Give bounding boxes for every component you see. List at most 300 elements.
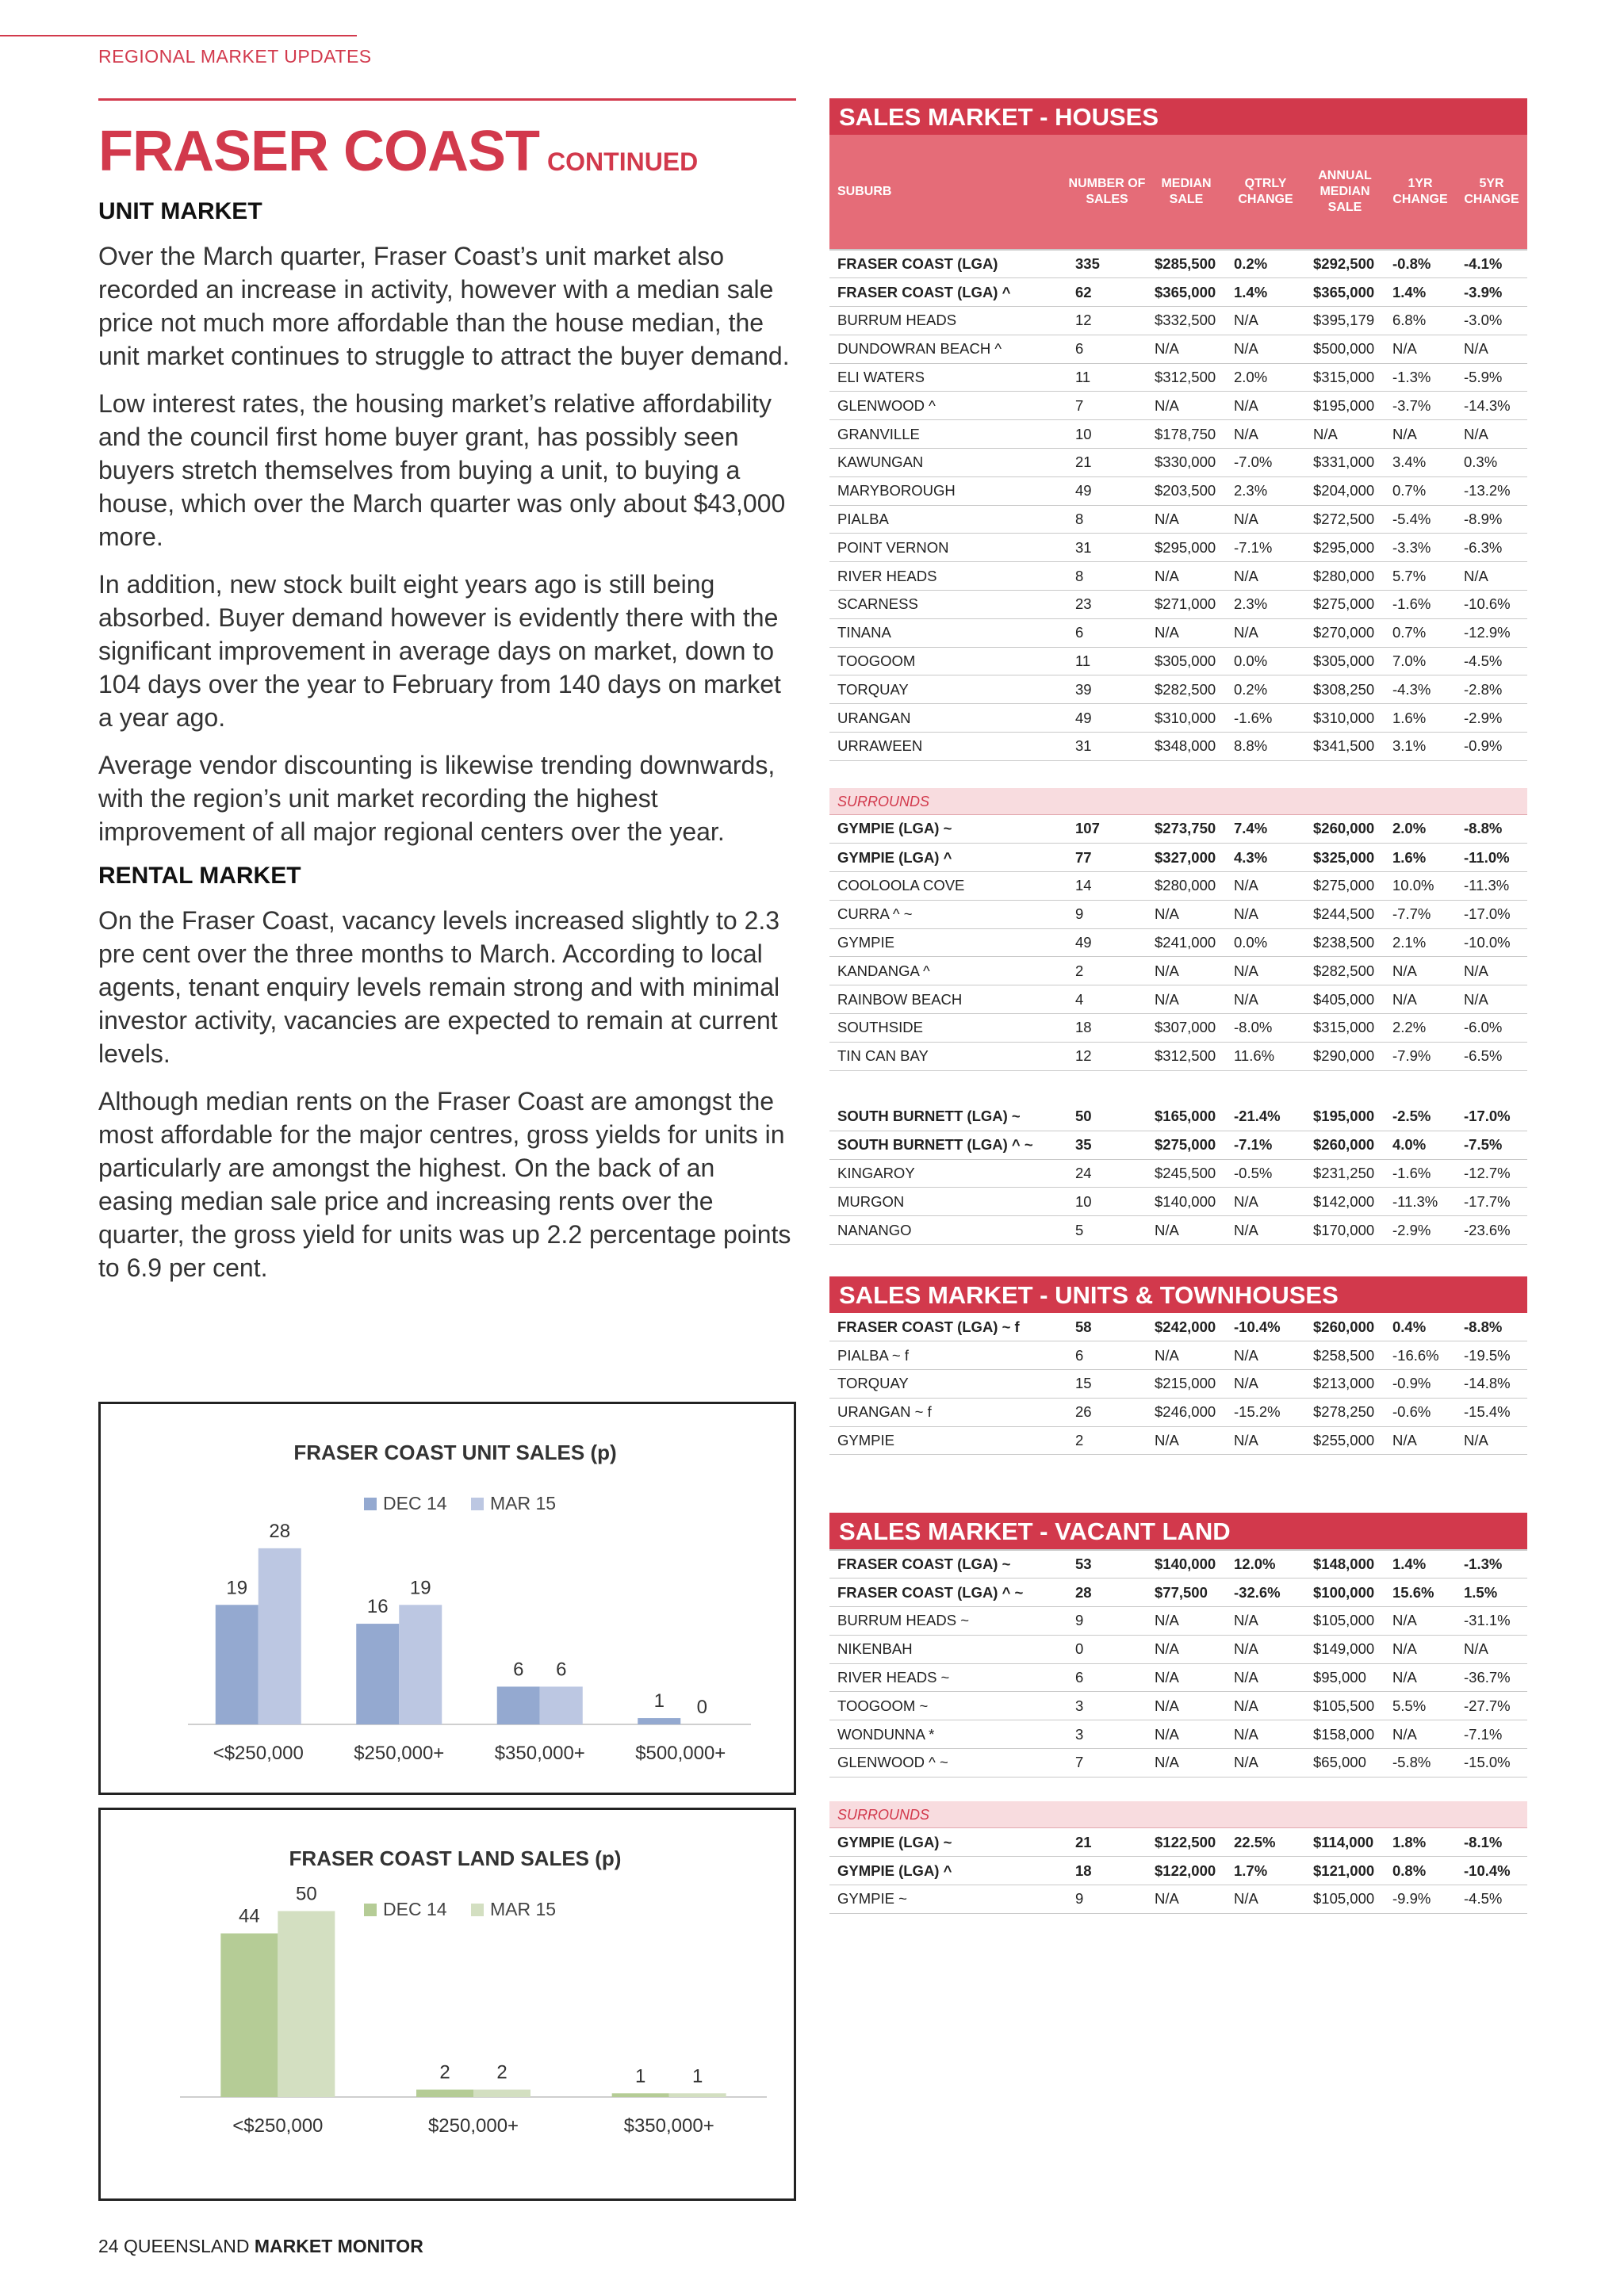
value-cell: -19.5% [1456, 1341, 1527, 1370]
data-label: 1 [634, 2065, 646, 2087]
legend-label: DEC 14 [383, 1493, 447, 1513]
table-row [829, 733, 1527, 761]
suburb-cell: GLENWOOD ^ [829, 392, 1067, 420]
article-paragraph: In addition, new stock built eight years ago is still being absorbed. Buyer demand however is evidently there with the significant improvement in average days on market, down to 104 days over the year to February from 140 days on market a year ago. [98, 570, 781, 732]
suburb-cell: SOUTH BURNETT (LGA) ^ ~ [829, 1131, 1067, 1159]
table-row [829, 1216, 1527, 1245]
value-cell: N/A [1226, 1370, 1305, 1399]
legend-swatch [364, 1498, 377, 1510]
suburb-cell: COOLOOLA COVE [829, 871, 1067, 900]
category-label: $350,000+ [623, 2115, 714, 2137]
bar-dec-14 [356, 1624, 399, 1724]
value-cell: -1.6% [1385, 591, 1456, 619]
suburb-cell: FRASER COAST (LGA) ^ [829, 278, 1067, 307]
bar-dec-14 [416, 2090, 473, 2097]
bar-mar-15 [399, 1605, 442, 1724]
table-row [829, 900, 1527, 928]
data-table [829, 249, 1527, 761]
value-cell: 11.6% [1226, 1042, 1305, 1070]
value-cell: 1.4% [1385, 278, 1456, 307]
value-cell: -3.3% [1385, 534, 1456, 562]
value-cell: 0.7% [1385, 476, 1456, 505]
data-label: 0 [696, 1697, 707, 1718]
suburb-cell: NANANGO [829, 1216, 1067, 1245]
value-cell: 0 [1067, 1635, 1147, 1663]
value-cell: N/A [1226, 420, 1305, 449]
value-cell: $105,500 [1305, 1692, 1385, 1720]
value-cell: 12 [1067, 307, 1147, 335]
legend-label: MAR 15 [490, 1493, 557, 1513]
table-row [829, 1159, 1527, 1188]
data-label: 16 [366, 1596, 389, 1618]
value-cell: 28 [1067, 1578, 1147, 1607]
category-label: <$250,000 [213, 1743, 304, 1764]
value-cell: $275,000 [1305, 591, 1385, 619]
value-cell: $140,000 [1147, 1550, 1226, 1578]
suburb-cell: DUNDOWRAN BEACH ^ [829, 335, 1067, 363]
table-row [829, 307, 1527, 335]
suburb-cell: TORQUAY [829, 1370, 1067, 1399]
suburb-cell: GYMPIE [829, 928, 1067, 957]
value-cell: $365,000 [1305, 278, 1385, 307]
suburb-cell: URANGAN [829, 704, 1067, 733]
value-cell: N/A [1226, 1341, 1305, 1370]
category-label: <$250,000 [232, 2115, 324, 2137]
suburb-cell: ELI WATERS [829, 363, 1067, 392]
value-cell: $231,250 [1305, 1159, 1385, 1188]
value-cell: $165,000 [1147, 1103, 1226, 1131]
value-cell: $282,500 [1147, 675, 1226, 704]
value-cell: $213,000 [1305, 1370, 1385, 1399]
value-cell: 2 [1067, 957, 1147, 985]
value-cell: N/A [1456, 957, 1527, 985]
value-cell: -15.4% [1456, 1398, 1527, 1426]
value-cell: 50 [1067, 1103, 1147, 1131]
value-cell: $260,000 [1305, 1313, 1385, 1341]
value-cell: $275,000 [1147, 1131, 1226, 1159]
value-cell: $332,500 [1147, 307, 1226, 335]
value-cell: $278,250 [1305, 1398, 1385, 1426]
houses-table [829, 98, 1527, 1245]
table-row [829, 1188, 1527, 1216]
value-cell: N/A [1226, 1749, 1305, 1777]
value-cell: -8.8% [1456, 815, 1527, 844]
table-row [829, 1749, 1527, 1777]
category-label: $500,000+ [635, 1743, 726, 1764]
value-cell: $122,000 [1147, 1857, 1226, 1885]
value-cell: N/A [1385, 1663, 1456, 1692]
value-cell: -2.8% [1456, 675, 1527, 704]
value-cell: N/A [1147, 1663, 1226, 1692]
table-row [829, 1857, 1527, 1885]
value-cell: -5.9% [1456, 363, 1527, 392]
table-row [829, 476, 1527, 505]
suburb-cell: POINT VERNON [829, 534, 1067, 562]
value-cell: 0.3% [1456, 449, 1527, 477]
value-cell: $295,000 [1305, 534, 1385, 562]
value-cell: 15.6% [1385, 1578, 1456, 1607]
value-cell: 0.0% [1226, 647, 1305, 675]
bar-dec-14 [638, 1718, 680, 1724]
value-cell: -0.8% [1385, 250, 1456, 278]
table-row [829, 1578, 1527, 1607]
table-row [829, 1550, 1527, 1578]
column-header: ANNUAL MEDIAN SALE [1318, 169, 1372, 214]
value-cell: $238,500 [1305, 928, 1385, 957]
value-cell: -11.0% [1456, 844, 1527, 872]
value-cell: $242,000 [1147, 1313, 1226, 1341]
value-cell: N/A [1456, 562, 1527, 591]
value-cell: $245,500 [1147, 1159, 1226, 1188]
value-cell: N/A [1147, 1216, 1226, 1245]
value-cell: N/A [1385, 1720, 1456, 1749]
value-cell: -1.3% [1385, 363, 1456, 392]
column-header: 5YR CHANGE [1464, 177, 1519, 206]
value-cell: -21.4% [1226, 1103, 1305, 1131]
value-cell: 9 [1067, 1885, 1147, 1913]
rental-market-heading: RENTAL MARKET [98, 863, 301, 889]
suburb-cell: GYMPIE ~ [829, 1885, 1067, 1913]
value-cell: -12.7% [1456, 1159, 1527, 1188]
value-cell: 2.0% [1385, 815, 1456, 844]
value-cell: N/A [1385, 1607, 1456, 1636]
value-cell: N/A [1226, 957, 1305, 985]
table-row [829, 1635, 1527, 1663]
article-body [98, 195, 796, 1299]
value-cell: 49 [1067, 928, 1147, 957]
value-cell: N/A [1147, 985, 1226, 1014]
value-cell: 2.3% [1226, 476, 1305, 505]
table-row [829, 871, 1527, 900]
land-table-title: SALES MARKET - VACANT LAND [829, 1513, 1527, 1549]
value-cell: -27.7% [1456, 1692, 1527, 1720]
data-table [829, 1313, 1527, 1455]
value-cell: N/A [1385, 1635, 1456, 1663]
table-row [829, 957, 1527, 985]
suburb-cell: RAINBOW BEACH [829, 985, 1067, 1014]
suburb-cell: TORQUAY [829, 675, 1067, 704]
table-spacer [829, 761, 1527, 788]
value-cell: N/A [1226, 335, 1305, 363]
suburb-cell: GYMPIE (LGA) ^ [829, 1857, 1067, 1885]
suburb-cell: NIKENBAH [829, 1635, 1067, 1663]
value-cell: 31 [1067, 733, 1147, 761]
value-cell: 6.8% [1385, 307, 1456, 335]
bar-mar-15 [473, 2090, 530, 2097]
land-table [829, 1513, 1527, 1914]
value-cell: $170,000 [1305, 1216, 1385, 1245]
table-row [829, 505, 1527, 534]
data-label: 28 [269, 1520, 291, 1542]
value-cell: N/A [1305, 420, 1385, 449]
value-cell: 7 [1067, 1749, 1147, 1777]
value-cell: -14.3% [1456, 392, 1527, 420]
value-cell: 4.0% [1385, 1131, 1456, 1159]
table-row [829, 1013, 1527, 1042]
value-cell: N/A [1147, 505, 1226, 534]
value-cell: N/A [1226, 1188, 1305, 1216]
value-cell: $241,000 [1147, 928, 1226, 957]
value-cell: 77 [1067, 844, 1147, 872]
legend-swatch [471, 1904, 484, 1916]
value-cell: 1.6% [1385, 844, 1456, 872]
value-cell: 0.2% [1226, 675, 1305, 704]
value-cell: 53 [1067, 1550, 1147, 1578]
value-cell: $105,000 [1305, 1607, 1385, 1636]
legend-label: DEC 14 [383, 1899, 447, 1919]
units-table-body [829, 1313, 1527, 1455]
value-cell: $310,000 [1147, 704, 1226, 733]
value-cell: $310,000 [1305, 704, 1385, 733]
value-cell: N/A [1226, 1607, 1305, 1636]
value-cell: -0.5% [1226, 1159, 1305, 1188]
suburb-cell: RIVER HEADS ~ [829, 1663, 1067, 1692]
value-cell: 49 [1067, 476, 1147, 505]
value-cell: N/A [1226, 1720, 1305, 1749]
value-cell: N/A [1226, 505, 1305, 534]
table-row [829, 250, 1527, 278]
value-cell: $341,500 [1305, 733, 1385, 761]
value-cell: N/A [1147, 1885, 1226, 1913]
value-cell: $178,750 [1147, 420, 1226, 449]
suburb-cell: GYMPIE [829, 1426, 1067, 1455]
value-cell: 4 [1067, 985, 1147, 1014]
value-cell: -5.8% [1385, 1749, 1456, 1777]
value-cell: $273,750 [1147, 815, 1226, 844]
table-row [829, 985, 1527, 1014]
value-cell: 5 [1067, 1216, 1147, 1245]
value-cell: -8.0% [1226, 1013, 1305, 1042]
value-cell: 6 [1067, 1663, 1147, 1692]
value-cell: $305,000 [1305, 647, 1385, 675]
value-cell: N/A [1147, 1692, 1226, 1720]
value-cell: -10.4% [1456, 1857, 1527, 1885]
value-cell: $77,500 [1147, 1578, 1226, 1607]
value-cell: -17.7% [1456, 1188, 1527, 1216]
value-cell: 18 [1067, 1013, 1147, 1042]
value-cell: 11 [1067, 647, 1147, 675]
value-cell: $280,000 [1305, 562, 1385, 591]
value-cell: 15 [1067, 1370, 1147, 1399]
category-label: $250,000+ [354, 1743, 445, 1764]
value-cell: $149,000 [1305, 1635, 1385, 1663]
suburb-cell: SOUTH BURNETT (LGA) ~ [829, 1103, 1067, 1131]
value-cell: -6.5% [1456, 1042, 1527, 1070]
value-cell: $140,000 [1147, 1188, 1226, 1216]
suburb-cell: KAWUNGAN [829, 449, 1067, 477]
suburb-cell: FRASER COAST (LGA) [829, 250, 1067, 278]
suburb-cell: PIALBA ~ f [829, 1341, 1067, 1370]
value-cell: -17.0% [1456, 900, 1527, 928]
value-cell: 62 [1067, 278, 1147, 307]
value-cell: -10.4% [1226, 1313, 1305, 1341]
units-table [829, 1276, 1527, 1455]
value-cell: N/A [1147, 1635, 1226, 1663]
table-spacer [829, 1777, 1527, 1801]
suburb-cell: GRANVILLE [829, 420, 1067, 449]
value-cell: N/A [1226, 562, 1305, 591]
suburb-cell: CURRA ^ ~ [829, 900, 1067, 928]
suburb-cell: URRAWEEN [829, 733, 1067, 761]
article-paragraph: Although median rents on the Fraser Coast are amongst the most affordable for the major centres, gross yields for units in particularly are amongst the highest. On the back of an easing median sale price and increasing rents over the quarter, the gross yield for units was up 2.2 percentage points to 6.9 per cent. [98, 1087, 791, 1282]
suburb-cell: SCARNESS [829, 591, 1067, 619]
value-cell: -3.7% [1385, 392, 1456, 420]
units-table-title: SALES MARKET - UNITS & TOWNHOUSES [829, 1276, 1527, 1313]
value-cell: 5.5% [1385, 1692, 1456, 1720]
suburb-cell: WONDUNNA * [829, 1720, 1067, 1749]
bar-mar-15 [278, 1911, 335, 2097]
value-cell: N/A [1456, 1426, 1527, 1455]
publication-name-bold: MARKET MONITOR [254, 2236, 423, 2256]
value-cell: $282,500 [1305, 957, 1385, 985]
value-cell: 12 [1067, 1042, 1147, 1070]
legend-swatch [471, 1498, 484, 1510]
suburb-cell: GLENWOOD ^ ~ [829, 1749, 1067, 1777]
value-cell: 1.4% [1385, 1550, 1456, 1578]
unit-market-heading: UNIT MARKET [98, 198, 262, 224]
bar-mar-15 [540, 1686, 583, 1724]
value-cell: -0.6% [1385, 1398, 1456, 1426]
value-cell: N/A [1147, 618, 1226, 647]
value-cell: $95,000 [1305, 1663, 1385, 1692]
value-cell: 10 [1067, 1188, 1147, 1216]
column-header: MEDIAN SALE [1161, 177, 1212, 206]
table-row [829, 335, 1527, 363]
value-cell: 9 [1067, 1607, 1147, 1636]
suburb-cell: TIN CAN BAY [829, 1042, 1067, 1070]
value-cell: $158,000 [1305, 1720, 1385, 1749]
value-cell: $285,500 [1147, 250, 1226, 278]
value-cell: 21 [1067, 449, 1147, 477]
value-cell: 1.7% [1226, 1857, 1305, 1885]
value-cell: N/A [1147, 957, 1226, 985]
bar-dec-14 [497, 1686, 540, 1724]
value-cell: $121,000 [1305, 1857, 1385, 1885]
value-cell: N/A [1226, 1635, 1305, 1663]
value-cell: -1.3% [1456, 1550, 1527, 1578]
table-row [829, 704, 1527, 733]
table-spacer [829, 1071, 1527, 1103]
value-cell: -15.2% [1226, 1398, 1305, 1426]
table-subheading: SURROUNDS [829, 788, 1527, 815]
value-cell: 10.0% [1385, 871, 1456, 900]
value-cell: -4.3% [1385, 675, 1456, 704]
value-cell: N/A [1226, 900, 1305, 928]
value-cell: -5.4% [1385, 505, 1456, 534]
value-cell: 2.1% [1385, 928, 1456, 957]
value-cell: $500,000 [1305, 335, 1385, 363]
value-cell: 3 [1067, 1692, 1147, 1720]
data-label: 19 [409, 1577, 431, 1599]
value-cell: N/A [1226, 1426, 1305, 1455]
page-title [98, 119, 698, 184]
value-cell: -11.3% [1385, 1188, 1456, 1216]
suburb-cell: KANDANGA ^ [829, 957, 1067, 985]
table-row [829, 1103, 1527, 1131]
value-cell: -6.0% [1456, 1013, 1527, 1042]
value-cell: N/A [1226, 1216, 1305, 1245]
value-cell: $348,000 [1147, 733, 1226, 761]
table-row [829, 1720, 1527, 1749]
article-paragraph: Low interest rates, the housing market’s relative affordability and the council first home buyer grant, has possibly seen buyers stretch themselves from buying a unit, to buying a house, which over the March quarter was only about $43,000 more. [98, 389, 786, 551]
value-cell: 0.7% [1385, 618, 1456, 647]
value-cell: $258,500 [1305, 1341, 1385, 1370]
table-row [829, 1398, 1527, 1426]
value-cell: 31 [1067, 534, 1147, 562]
value-cell: 0.4% [1385, 1313, 1456, 1341]
table-row [829, 534, 1527, 562]
value-cell: 49 [1067, 704, 1147, 733]
value-cell: -7.9% [1385, 1042, 1456, 1070]
value-cell: 7.4% [1226, 815, 1305, 844]
value-cell: 18 [1067, 1857, 1147, 1885]
value-cell: $290,000 [1305, 1042, 1385, 1070]
table-row [829, 1370, 1527, 1399]
table-row [829, 420, 1527, 449]
value-cell: N/A [1226, 871, 1305, 900]
page-footer [98, 2236, 423, 2257]
suburb-cell: KINGAROY [829, 1159, 1067, 1188]
table-row [829, 591, 1527, 619]
article-paragraph: Over the March quarter, Fraser Coast’s unit market also recorded an increase in activity, however with a median sale price not much more affordable than the house median, the unit market continues to struggle to attract the buyer demand. [98, 242, 790, 370]
category-label: $250,000+ [427, 2115, 519, 2137]
value-cell: -15.0% [1456, 1749, 1527, 1777]
value-cell: $312,500 [1147, 1042, 1226, 1070]
value-cell: 26 [1067, 1398, 1147, 1426]
value-cell: $330,000 [1147, 449, 1226, 477]
value-cell: 6 [1067, 618, 1147, 647]
value-cell: -3.0% [1456, 307, 1527, 335]
value-cell: -16.6% [1385, 1341, 1456, 1370]
value-cell: N/A [1385, 1426, 1456, 1455]
value-cell: $327,000 [1147, 844, 1226, 872]
value-cell: -9.9% [1385, 1885, 1456, 1913]
value-cell: 35 [1067, 1131, 1147, 1159]
value-cell: N/A [1385, 335, 1456, 363]
value-cell: -23.6% [1456, 1216, 1527, 1245]
value-cell: 2.3% [1226, 591, 1305, 619]
article-paragraph: Average vendor discounting is likewise trending downwards, with the region’s unit market recording the highest improvement of all major regional centers over the year. [98, 751, 776, 846]
table-row [829, 1828, 1527, 1857]
value-cell: N/A [1147, 1341, 1226, 1370]
land-sales-chart [98, 1808, 796, 2201]
table-subheading: SURROUNDS [829, 1801, 1527, 1828]
value-cell: $195,000 [1305, 392, 1385, 420]
bar-dec-14 [220, 1934, 278, 2097]
value-cell: -7.5% [1456, 1131, 1527, 1159]
table-row [829, 1426, 1527, 1455]
value-cell: 3.4% [1385, 449, 1456, 477]
suburb-cell: FRASER COAST (LGA) ~ f [829, 1313, 1067, 1341]
value-cell: $65,000 [1305, 1749, 1385, 1777]
value-cell: N/A [1147, 1749, 1226, 1777]
value-cell: $275,000 [1305, 871, 1385, 900]
category-label: $350,000+ [494, 1743, 585, 1764]
value-cell: 1.8% [1385, 1828, 1456, 1857]
bar-mar-15 [669, 2093, 726, 2097]
data-label: 6 [513, 1659, 524, 1681]
value-cell: 8 [1067, 505, 1147, 534]
value-cell: 7 [1067, 392, 1147, 420]
suburb-cell: GYMPIE (LGA) ~ [829, 1828, 1067, 1857]
data-label: 2 [496, 2061, 508, 2084]
value-cell: N/A [1456, 1635, 1527, 1663]
table-row [829, 618, 1527, 647]
value-cell: -36.7% [1456, 1663, 1527, 1692]
value-cell: $142,000 [1305, 1188, 1385, 1216]
value-cell: 2 [1067, 1426, 1147, 1455]
value-cell: -7.7% [1385, 900, 1456, 928]
